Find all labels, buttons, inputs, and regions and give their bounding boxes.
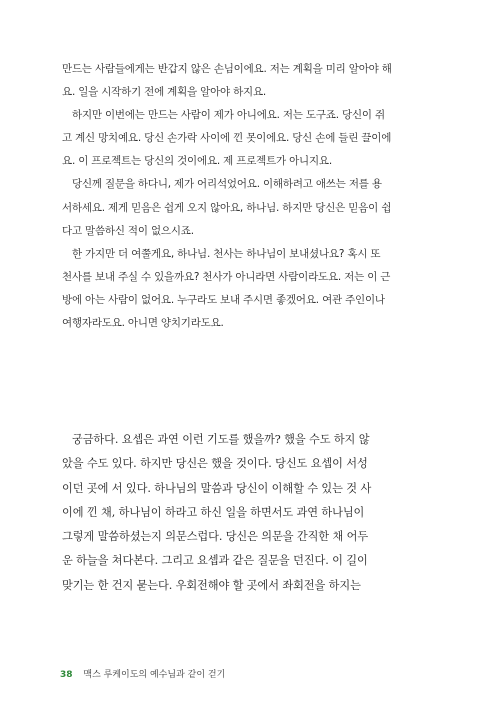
running-title: 맥스 루케이도의 예수님과 같이 걷기 bbox=[83, 670, 226, 680]
prayer-text-block bbox=[62, 58, 439, 335]
text-line: 다고 말씀하신 적이 없으시죠. bbox=[62, 224, 194, 237]
text-line: 하지만 이번에는 만드는 사람이 제가 아니에요. 저는 도구죠. 당신이 쥐 bbox=[72, 109, 385, 122]
text-line: 운 하늘을 쳐다본다. 그리고 요셉과 같은 질문을 던진다. 이 길이 bbox=[62, 554, 368, 568]
page-number: 38 bbox=[60, 670, 73, 680]
text-line: 천사를 보내 주실 수 있을까요? 천사가 아니라면 사람이라도요. 저는 이 근 bbox=[62, 270, 391, 283]
text-line: 방에 아는 사람이 없어요. 누구라도 보내 주시면 좋겠어요. 여관 주인이나 bbox=[62, 293, 385, 306]
text-line: 요. 일을 시작하기 전에 계획을 알아야 하지요. bbox=[62, 86, 267, 99]
text-line: 고 계신 망치예요. 당신 손가락 사이에 낀 못이에요. 당신 손에 들린 끌이에 bbox=[62, 132, 392, 145]
text-line: 이에 낀 채, 하나님이 하라고 하신 일을 하면서도 과연 하나님이 bbox=[62, 505, 365, 519]
text-line: 여행자라도요. 아니면 양치기라도요. bbox=[62, 317, 224, 330]
text-line: 맞기는 한 건지 묻는다. 우회전해야 할 곳에서 좌회전을 하지는 bbox=[62, 578, 361, 592]
text-line: 요. 이 프로젝트는 당신의 것이에요. 제 프로젝트가 아니지요. bbox=[62, 155, 333, 168]
text-line: 궁금하다. 요셉은 과연 이런 기도를 했을까? 했을 수도 하지 않 bbox=[72, 433, 370, 446]
reflection-text-block bbox=[62, 428, 439, 598]
text-line: 서하세요. 제게 믿음은 쉽게 오지 않아요, 하나님. 하지만 당신은 믿음이 쉽 bbox=[62, 201, 392, 214]
text-line: 만드는 사람들에게는 반갑지 않은 손님이에요. 저는 계획을 미리 알아야 해 bbox=[62, 63, 392, 75]
text-line: 이던 곳에 서 있다. 하나님의 말씀과 당신이 이해할 수 있는 것 사 bbox=[62, 481, 372, 495]
text-line: 그렇게 말씀하셨는지 의문스럽다. 당신은 의문을 간직한 채 어두 bbox=[62, 530, 369, 544]
page-footer bbox=[60, 667, 225, 680]
text-line: 았을 수도 있다. 하지만 당신은 했을 것이다. 당신도 요셉이 서성 bbox=[62, 457, 368, 471]
text-line: 당신께 질문을 하다니, 제가 어리석었어요. 이해하려고 애쓰는 저를 용 bbox=[72, 178, 382, 191]
text-line: 한 가지만 더 여쭐게요, 하나님. 천사는 하나님이 보내셨나요? 혹시 또 bbox=[72, 247, 381, 260]
